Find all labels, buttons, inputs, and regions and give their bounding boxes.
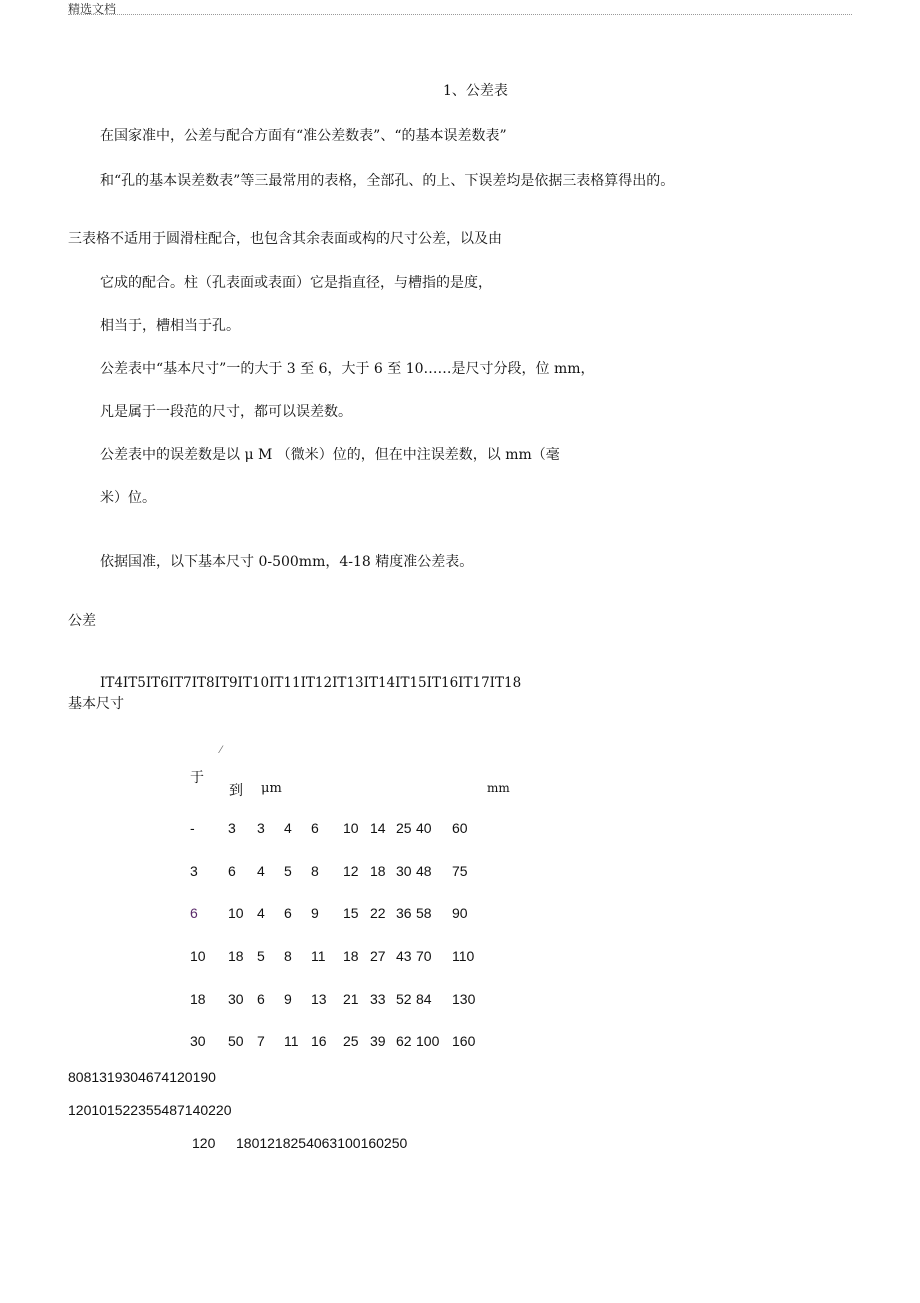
table-cell: 30 [228, 991, 244, 1007]
table-cell: 33 [370, 991, 386, 1007]
table-cell: 62 [396, 1033, 412, 1049]
table-cell: 70 [416, 948, 432, 964]
table-cell: 48 [416, 863, 432, 879]
tolerance-label: 公差 [68, 613, 96, 629]
paragraph: 三表格不适用于圆滑柱配合，也包含其余表面或构的尺寸公差，以及由 [68, 231, 502, 247]
table-cell: 25 [396, 820, 412, 836]
table-cell: 18 [343, 948, 359, 964]
paragraph: 公差表中“基本尺寸”一的大于 3 至 6，大于 6 至 10……是尺寸分段，位 mm， [100, 361, 595, 377]
paragraph: 相当于，槽相当于孔。 [100, 318, 240, 334]
table-cell: 30 [396, 863, 412, 879]
table-cell: 10 [190, 948, 206, 964]
table-cell: 6 [257, 991, 265, 1007]
table-cell: 6 [284, 905, 292, 921]
header-from: 于 [190, 770, 204, 786]
table-cell: 3 [228, 820, 236, 836]
table-cell: 110 [452, 948, 475, 964]
table-cell: 18 [190, 991, 206, 1007]
table-cell: 100 [416, 1033, 440, 1049]
run-on-line: 12010152235548714022​0 [68, 1102, 232, 1118]
paragraph: 依据国准，以下基本尺寸 0-500mm，4-18 精度准公差表。 [100, 554, 474, 570]
table-cell: 43 [396, 948, 412, 964]
page-header-label: 精选文档 [68, 2, 117, 16]
table-cell: 9 [284, 991, 292, 1007]
run-on-first: 120 [192, 1135, 216, 1151]
table-cell: 39 [370, 1033, 386, 1049]
table-cell: 60 [452, 820, 468, 836]
table-cell: 10 [343, 820, 359, 836]
table-cell: 50 [228, 1033, 244, 1049]
table-cell: 3 [257, 820, 265, 836]
table-cell: 3 [190, 863, 198, 879]
run-on-line: 8081319304674120190 [68, 1069, 216, 1085]
table-cell: 14 [370, 820, 386, 836]
table-cell: 5 [257, 948, 265, 964]
table-cell: 13 [311, 991, 327, 1007]
header-divider [68, 14, 852, 15]
paragraph: 米）位。 [100, 490, 156, 506]
run-on-line: 1801218254063100160250 [236, 1135, 408, 1151]
paragraph: 凡是属于一段范的尺寸，都可以误差数。 [100, 404, 352, 420]
table-cell: 52 [396, 991, 412, 1007]
paragraph: 在国家准中，公差与配合方面有“准公差数表”、“的基本误差数表” [100, 128, 507, 144]
paragraph: 公差表中的误差数是以 μ M （微米）位的，但在中注误差数，以 mm（毫 [100, 447, 560, 463]
unit-mm: mm [487, 781, 510, 795]
table-cell: 11 [284, 1033, 299, 1049]
table-cell: 4 [257, 905, 265, 921]
table-cell: 12 [343, 863, 359, 879]
table-cell: - [190, 820, 195, 836]
table-cell: 30 [190, 1033, 206, 1049]
paragraph: 和“孔的基本误差数表”等三最常用的表格，全部孔、的上、下误差均是依据三表格算得出的。 [100, 173, 675, 189]
table-cell: 58 [416, 905, 432, 921]
table-cell: 25 [343, 1033, 359, 1049]
table-cell: 130 [452, 991, 476, 1007]
paragraph: 它成的配合。柱（孔表面或表面）它是指直径，与槽指的是度， [100, 275, 492, 291]
table-cell: 40 [416, 820, 432, 836]
table-cell: 4 [257, 863, 265, 879]
table-cell: 21 [343, 991, 359, 1007]
table-cell: 7 [257, 1033, 265, 1049]
table-cell: 8 [284, 948, 292, 964]
table-cell: 18 [370, 863, 386, 879]
table-cell: 6 [228, 863, 236, 879]
stray-mark: ⁄ [220, 745, 222, 756]
table-cell: 75 [452, 863, 468, 879]
table-cell: 160 [452, 1033, 476, 1049]
table-cell: 11 [311, 948, 326, 964]
table-cell: 22 [370, 905, 386, 921]
table-cell: 18 [228, 948, 244, 964]
section-title: 1、公差表 [443, 83, 508, 99]
table-cell: 36 [396, 905, 412, 921]
unit-um: μm [261, 781, 282, 796]
table-cell: 16 [311, 1033, 327, 1049]
table-cell: 6 [311, 820, 319, 836]
table-cell: 8 [311, 863, 319, 879]
table-cell: 10 [228, 905, 244, 921]
table-cell: 5 [284, 863, 292, 879]
table-cell: 15 [343, 905, 359, 921]
grade-header: IT4IT5IT6IT7IT8IT9IT10IT11IT12IT13IT14IT15IT16IT17IT18 [100, 675, 522, 691]
header-to: 到 [229, 783, 243, 799]
table-cell: 84 [416, 991, 432, 1007]
table-cell: 9 [311, 905, 319, 921]
basic-size-label: 基本尺寸 [68, 696, 124, 712]
table-cell: 6 [190, 905, 198, 921]
table-cell: 4 [284, 820, 292, 836]
table-cell: 27 [370, 948, 386, 964]
table-cell: 90 [452, 905, 468, 921]
